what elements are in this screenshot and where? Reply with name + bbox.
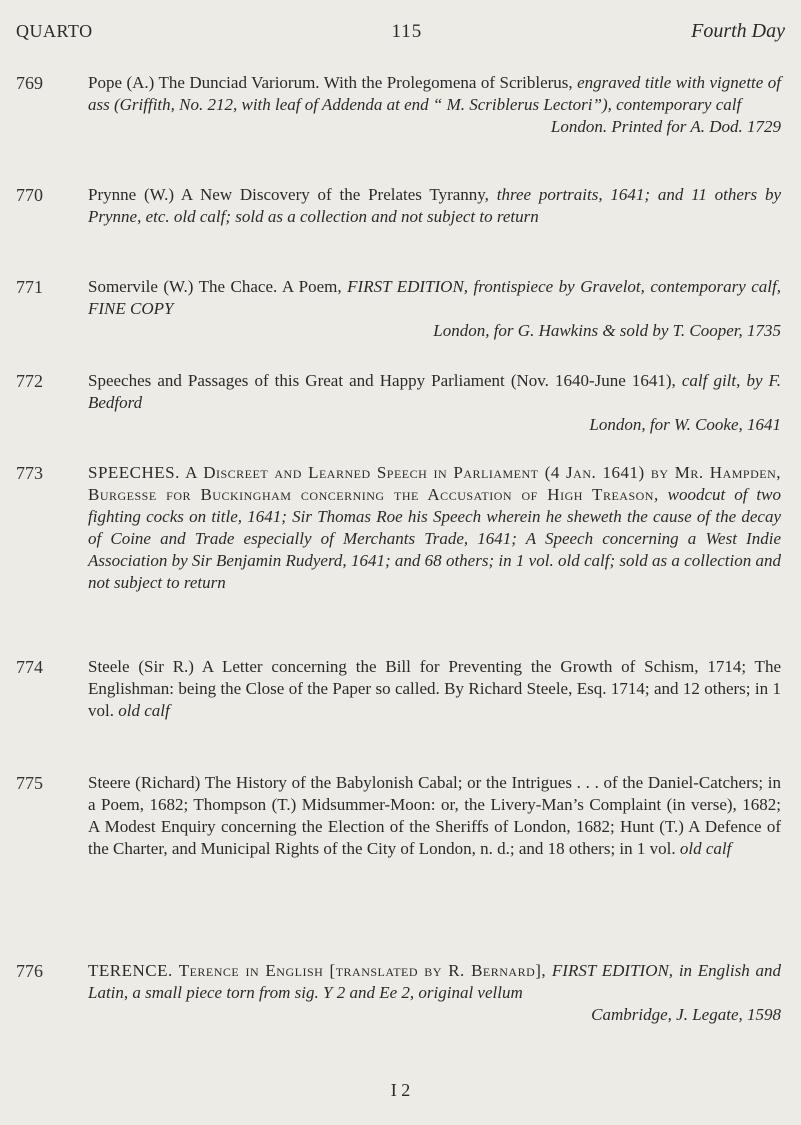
lot-details: three portraits, 1641; and 11 others by Prynne, etc. old calf; sold as a collection and not subject to return <box>88 185 782 226</box>
lot-number: 769 <box>16 73 43 93</box>
lot-title: Pope (A.) The Dunciad Variorum. With the Prolegomena of Scriblerus, <box>88 73 573 92</box>
running-header <box>16 20 785 44</box>
lot-title: Steere (Richard) The History of the Babylonish Cabal; or the Intrigues . . . of the Daniel-Catchers; in a Poem, 1682; Thompson (T.) Midsummer-Moon: or, the Livery-Man’s Complaint (in verse), 1682; A Modest Enquiry concerning the Election of the Sheriffs of London, 1682; Hunt (T.) A Defence of the Charter, and Municipal Rights of the City of London, n. d.; and 18 others; in 1 vol. <box>88 773 781 858</box>
lot-number: 775 <box>16 773 43 793</box>
lot-number: 773 <box>16 463 43 483</box>
lot-details: calf gilt, by F. Bedford <box>88 371 781 412</box>
lot-description <box>88 462 781 594</box>
lot-title: TERENCE. Terence in English [translated by R. Bernard], <box>88 961 547 980</box>
lot-description <box>88 184 781 228</box>
lot-description <box>88 772 781 860</box>
lot-description <box>88 656 781 722</box>
lot-description <box>88 72 781 138</box>
lot-details: woodcut of two fighting cocks on title, 1641; Sir Thomas Roe his Speech wherein he sheweth the cause of the decay of Coine and Trade especially of Merchants Trade, 1641; A Speech concerning a West Indie Association by Sir Benjamin Rudyerd, 1641; and 68 others; in 1 vol. old calf; sold as a collection and not subject to return <box>88 485 781 592</box>
lot-number: 771 <box>16 277 43 297</box>
sale-day-label: Fourth Day <box>691 20 785 42</box>
lot-details: old calf <box>679 839 732 858</box>
lot-number: 770 <box>16 185 43 205</box>
lot-title: SPEECHES. A Discreet and Learned Speech in Parliament (4 Jan. 1641) by Mr. Hampden, Burgesse for Buckingham concerning the Accusation of High Treason, <box>88 463 781 504</box>
lot-imprint: Cambridge, J. Legate, 1598 <box>591 1005 781 1024</box>
lot-title: Prynne (W.) A New Discovery of the Prelates Tyranny, <box>88 185 489 204</box>
lot-imprint: London, for G. Hawkins & sold by T. Cooper, 1735 <box>433 321 781 340</box>
lot-title: Speeches and Passages of this Great and Happy Parliament (Nov. 1640-June 1641), <box>88 371 676 390</box>
format-label: QUARTO <box>16 21 93 41</box>
lot-details: engraved title with vignette of ass (Griffith, No. 212, with leaf of Addenda at end “ M. Scriblerus Lectori”), contemporary calf <box>88 73 781 114</box>
lot-number: 772 <box>16 371 43 391</box>
lot-number: 776 <box>16 961 43 981</box>
lot-description <box>88 370 781 436</box>
signature-mark: I 2 <box>390 1080 411 1100</box>
lot-description <box>88 276 781 342</box>
lot-details: FIRST EDITION, frontispiece by Gravelot, contemporary calf, FINE COPY <box>88 277 781 318</box>
lot-title: Steele (Sir R.) A Letter concerning the Bill for Preventing the Growth of Schism, 1714; The Englishman: being the Close of the Paper so called. By Richard Steele, Esq. 1714; and 12 others; in 1 vol. <box>88 657 781 720</box>
lot-details: FIRST EDITION, in English and Latin, a small piece torn from sig. Y 2 and Ee 2, original vellum <box>88 961 781 1002</box>
page-number: 115 <box>391 21 423 42</box>
lot-description <box>88 960 781 1026</box>
lot-imprint: London. Printed for A. Dod. 1729 <box>550 117 781 136</box>
lot-number: 774 <box>16 657 43 677</box>
lot-imprint: London, for W. Cooke, 1641 <box>589 415 781 434</box>
lot-title: Somervile (W.) The Chace. A Poem, <box>88 277 342 296</box>
lot-details: old calf <box>118 701 170 720</box>
